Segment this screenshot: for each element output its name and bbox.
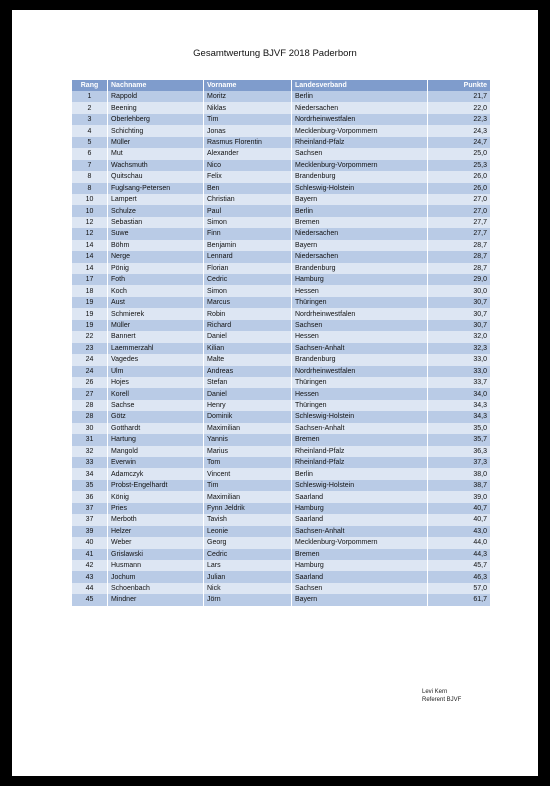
cell-punkte: 61,7 <box>428 594 490 605</box>
cell-vorname: Niklas <box>204 102 292 113</box>
cell-vorname: Dominik <box>204 411 292 422</box>
signature-block <box>422 688 461 704</box>
cell-nachname: Gotthardt <box>108 423 204 434</box>
cell-rang: 27 <box>72 388 108 399</box>
table-row <box>72 251 490 262</box>
cell-nachname: Müller <box>108 320 204 331</box>
cell-rang: 19 <box>72 297 108 308</box>
cell-landesverband: Schleswig-Holstein <box>292 480 428 491</box>
cell-punkte: 22,0 <box>428 102 490 113</box>
cell-vorname: Leonie <box>204 526 292 537</box>
cell-landesverband: Sachsen-Anhalt <box>292 423 428 434</box>
table-row <box>72 274 490 285</box>
cell-nachname: Fuglsang-Petersen <box>108 183 204 194</box>
cell-landesverband: Saarland <box>292 571 428 582</box>
cell-landesverband: Nordrheinwestfalen <box>292 308 428 319</box>
cell-punkte: 34,0 <box>428 388 490 399</box>
cell-rang: 31 <box>72 434 108 445</box>
table-row <box>72 411 490 422</box>
table-row <box>72 423 490 434</box>
cell-punkte: 33,7 <box>428 377 490 388</box>
table-row <box>72 457 490 468</box>
table-row <box>72 594 490 605</box>
cell-vorname: Alexander <box>204 148 292 159</box>
header-row <box>72 80 490 91</box>
cell-landesverband: Bremen <box>292 217 428 228</box>
table-row <box>72 491 490 502</box>
cell-vorname: Paul <box>204 205 292 216</box>
table-row <box>72 468 490 479</box>
cell-landesverband: Rheinland-Pfalz <box>292 457 428 468</box>
cell-nachname: Hartung <box>108 434 204 445</box>
cell-nachname: Everwin <box>108 457 204 468</box>
cell-nachname: Jochum <box>108 571 204 582</box>
cell-landesverband: Niedersachen <box>292 251 428 262</box>
table-row <box>72 320 490 331</box>
cell-punkte: 22,3 <box>428 114 490 125</box>
cell-vorname: Simon <box>204 285 292 296</box>
cell-vorname: Tim <box>204 114 292 125</box>
signature-role: Referent BJVF <box>422 697 462 703</box>
cell-punkte: 21,7 <box>428 91 490 102</box>
cell-punkte: 27,7 <box>428 228 490 239</box>
table-row <box>72 114 490 125</box>
cell-rang: 18 <box>72 285 108 296</box>
table-row <box>72 571 490 582</box>
cell-landesverband: Nordrheinwestfalen <box>292 114 428 125</box>
cell-landesverband: Brandenburg <box>292 263 428 274</box>
table-body <box>72 91 490 606</box>
document-title: Gesamtwertung BJVF 2018 Paderborn <box>193 48 357 59</box>
cell-nachname: Koch <box>108 285 204 296</box>
cell-nachname: Mindner <box>108 594 204 605</box>
cell-landesverband: Hessen <box>292 388 428 399</box>
cell-nachname: Müller <box>108 137 204 148</box>
cell-rang: 30 <box>72 423 108 434</box>
cell-vorname: Cedric <box>204 274 292 285</box>
table-row <box>72 560 490 571</box>
cell-rang: 37 <box>72 503 108 514</box>
cell-rang: 6 <box>72 148 108 159</box>
cell-nachname: Götz <box>108 411 204 422</box>
table-row <box>72 366 490 377</box>
cell-nachname: Ulm <box>108 366 204 377</box>
cell-landesverband: Saarland <box>292 491 428 502</box>
cell-landesverband: Niedersachen <box>292 228 428 239</box>
cell-vorname: Florian <box>204 263 292 274</box>
table-row <box>72 343 490 354</box>
cell-nachname: Foth <box>108 274 204 285</box>
cell-punkte: 38,0 <box>428 468 490 479</box>
cell-nachname: Nerge <box>108 251 204 262</box>
table-row <box>72 205 490 216</box>
table-row <box>72 285 490 296</box>
cell-nachname: Laemmerzahl <box>108 343 204 354</box>
cell-punkte: 34,3 <box>428 400 490 411</box>
cell-rang: 10 <box>72 194 108 205</box>
cell-nachname: Adamczyk <box>108 468 204 479</box>
cell-landesverband: Schleswig-Holstein <box>292 411 428 422</box>
cell-nachname: Hojes <box>108 377 204 388</box>
cell-vorname: Tom <box>204 457 292 468</box>
table-row <box>72 102 490 113</box>
cell-landesverband: Hamburg <box>292 274 428 285</box>
cell-vorname: Moritz <box>204 91 292 102</box>
cell-punkte: 27,0 <box>428 194 490 205</box>
cell-rang: 8 <box>72 183 108 194</box>
cell-landesverband: Bayern <box>292 194 428 205</box>
cell-rang: 10 <box>72 205 108 216</box>
cell-rang: 34 <box>72 468 108 479</box>
cell-nachname: Oberlehberg <box>108 114 204 125</box>
cell-punkte: 44,0 <box>428 537 490 548</box>
table-row <box>72 526 490 537</box>
cell-nachname: Pries <box>108 503 204 514</box>
cell-vorname: Nick <box>204 583 292 594</box>
cell-vorname: Ben <box>204 183 292 194</box>
cell-rang: 12 <box>72 217 108 228</box>
cell-vorname: Malte <box>204 354 292 365</box>
cell-landesverband: Bayern <box>292 594 428 605</box>
cell-nachname: Schichting <box>108 125 204 136</box>
document-page <box>12 10 538 776</box>
cell-landesverband: Sachsen <box>292 583 428 594</box>
cell-punkte: 35,7 <box>428 434 490 445</box>
cell-landesverband: Rheinland-Pfalz <box>292 446 428 457</box>
table-row <box>72 446 490 457</box>
cell-rang: 19 <box>72 320 108 331</box>
cell-rang: 37 <box>72 514 108 525</box>
cell-vorname: Kilian <box>204 343 292 354</box>
cell-punkte: 33,0 <box>428 366 490 377</box>
table-row <box>72 160 490 171</box>
cell-vorname: Tim <box>204 480 292 491</box>
cell-punkte: 27,7 <box>428 217 490 228</box>
table-row <box>72 331 490 342</box>
cell-vorname: Maximilian <box>204 423 292 434</box>
cell-landesverband: Bayern <box>292 240 428 251</box>
cell-landesverband: Berlin <box>292 205 428 216</box>
cell-vorname: Richard <box>204 320 292 331</box>
cell-landesverband: Bremen <box>292 434 428 445</box>
table-row <box>72 503 490 514</box>
cell-nachname: Merboth <box>108 514 204 525</box>
cell-rang: 8 <box>72 171 108 182</box>
cell-landesverband: Bremen <box>292 549 428 560</box>
cell-punkte: 24,3 <box>428 125 490 136</box>
cell-vorname: Lars <box>204 560 292 571</box>
cell-punkte: 29,0 <box>428 274 490 285</box>
cell-vorname: Nico <box>204 160 292 171</box>
column-header-vorname: Vorname <box>204 80 292 91</box>
cell-landesverband: Thüringen <box>292 377 428 388</box>
cell-punkte: 35,0 <box>428 423 490 434</box>
column-header-nachname: Nachname <box>108 80 204 91</box>
cell-vorname: Henry <box>204 400 292 411</box>
cell-nachname: Lampert <box>108 194 204 205</box>
cell-vorname: Yannis <box>204 434 292 445</box>
cell-vorname: Vincent <box>204 468 292 479</box>
cell-punkte: 28,7 <box>428 240 490 251</box>
cell-nachname: Mut <box>108 148 204 159</box>
cell-punkte: 39,0 <box>428 491 490 502</box>
cell-landesverband: Brandenburg <box>292 354 428 365</box>
cell-nachname: Suwe <box>108 228 204 239</box>
cell-rang: 24 <box>72 366 108 377</box>
column-header-punkte: Punkte <box>428 80 490 91</box>
cell-vorname: Jonas <box>204 125 292 136</box>
cell-punkte: 24,7 <box>428 137 490 148</box>
table-row <box>72 434 490 445</box>
cell-vorname: Felix <box>204 171 292 182</box>
cell-nachname: Weber <box>108 537 204 548</box>
cell-landesverband: Hessen <box>292 285 428 296</box>
table-row <box>72 549 490 560</box>
cell-rang: 17 <box>72 274 108 285</box>
cell-nachname: Rappold <box>108 91 204 102</box>
cell-landesverband: Hamburg <box>292 503 428 514</box>
cell-vorname: Georg <box>204 537 292 548</box>
table-row <box>72 388 490 399</box>
cell-nachname: Grislawski <box>108 549 204 560</box>
cell-landesverband: Sachsen-Anhalt <box>292 343 428 354</box>
cell-nachname: Sebastian <box>108 217 204 228</box>
cell-rang: 4 <box>72 125 108 136</box>
results-table <box>72 80 490 606</box>
cell-punkte: 46,3 <box>428 571 490 582</box>
table-row <box>72 228 490 239</box>
table-row <box>72 217 490 228</box>
cell-rang: 28 <box>72 411 108 422</box>
cell-nachname: Vagedes <box>108 354 204 365</box>
cell-landesverband: Saarland <box>292 514 428 525</box>
cell-vorname: Marius <box>204 446 292 457</box>
cell-vorname: Daniel <box>204 388 292 399</box>
table-row <box>72 125 490 136</box>
cell-rang: 40 <box>72 537 108 548</box>
cell-punkte: 30,7 <box>428 320 490 331</box>
cell-rang: 33 <box>72 457 108 468</box>
cell-punkte: 44,3 <box>428 549 490 560</box>
cell-rang: 28 <box>72 400 108 411</box>
cell-punkte: 57,0 <box>428 583 490 594</box>
cell-rang: 24 <box>72 354 108 365</box>
cell-rang: 43 <box>72 571 108 582</box>
cell-rang: 12 <box>72 228 108 239</box>
cell-rang: 19 <box>72 308 108 319</box>
cell-vorname: Julian <box>204 571 292 582</box>
cell-punkte: 32,0 <box>428 331 490 342</box>
cell-nachname: Schmierek <box>108 308 204 319</box>
table-row <box>72 377 490 388</box>
cell-rang: 35 <box>72 480 108 491</box>
cell-landesverband: Thüringen <box>292 400 428 411</box>
cell-vorname: Andreas <box>204 366 292 377</box>
cell-vorname: Jörn <box>204 594 292 605</box>
cell-rang: 39 <box>72 526 108 537</box>
cell-punkte: 30,7 <box>428 308 490 319</box>
cell-landesverband: Rheinland-Pfalz <box>292 137 428 148</box>
cell-vorname: Marcus <box>204 297 292 308</box>
cell-rang: 36 <box>72 491 108 502</box>
table-header <box>72 80 490 91</box>
cell-nachname: Korell <box>108 388 204 399</box>
table-row <box>72 400 490 411</box>
cell-punkte: 37,3 <box>428 457 490 468</box>
cell-landesverband: Sachsen-Anhalt <box>292 526 428 537</box>
cell-punkte: 30,0 <box>428 285 490 296</box>
cell-nachname: Probst-Engelhardt <box>108 480 204 491</box>
cell-nachname: Schoenbach <box>108 583 204 594</box>
cell-rang: 23 <box>72 343 108 354</box>
cell-punkte: 25,0 <box>428 148 490 159</box>
table-row <box>72 308 490 319</box>
cell-nachname: Böhm <box>108 240 204 251</box>
cell-vorname: Robin <box>204 308 292 319</box>
cell-landesverband: Thüringen <box>292 297 428 308</box>
cell-landesverband: Berlin <box>292 468 428 479</box>
cell-punkte: 27,0 <box>428 205 490 216</box>
table-row <box>72 171 490 182</box>
cell-rang: 32 <box>72 446 108 457</box>
cell-landesverband: Brandenburg <box>292 171 428 182</box>
cell-vorname: Benjamin <box>204 240 292 251</box>
cell-nachname: Beening <box>108 102 204 113</box>
column-header-landesverband: Landesverband <box>292 80 428 91</box>
table-row <box>72 91 490 102</box>
cell-punkte: 28,7 <box>428 263 490 274</box>
cell-vorname: Tavish <box>204 514 292 525</box>
table-row <box>72 240 490 251</box>
cell-rang: 5 <box>72 137 108 148</box>
table-row <box>72 514 490 525</box>
cell-landesverband: Niedersachen <box>292 102 428 113</box>
cell-nachname: Pönig <box>108 263 204 274</box>
cell-nachname: Bannert <box>108 331 204 342</box>
cell-rang: 22 <box>72 331 108 342</box>
cell-landesverband: Schleswig-Holstein <box>292 183 428 194</box>
table-row <box>72 480 490 491</box>
table-row <box>72 537 490 548</box>
cell-rang: 7 <box>72 160 108 171</box>
cell-punkte: 38,7 <box>428 480 490 491</box>
cell-rang: 14 <box>72 240 108 251</box>
table-row <box>72 297 490 308</box>
cell-punkte: 30,7 <box>428 297 490 308</box>
cell-punkte: 26,0 <box>428 183 490 194</box>
cell-landesverband: Mecklenburg-Vorpommern <box>292 537 428 548</box>
cell-rang: 2 <box>72 102 108 113</box>
cell-rang: 26 <box>72 377 108 388</box>
cell-landesverband: Berlin <box>292 91 428 102</box>
cell-nachname: Schulze <box>108 205 204 216</box>
cell-rang: 14 <box>72 251 108 262</box>
cell-rang: 14 <box>72 263 108 274</box>
cell-rang: 42 <box>72 560 108 571</box>
cell-punkte: 45,7 <box>428 560 490 571</box>
table-row <box>72 148 490 159</box>
table-row <box>72 263 490 274</box>
cell-nachname: Mangold <box>108 446 204 457</box>
cell-vorname: Simon <box>204 217 292 228</box>
cell-vorname: Rasmus Florentin <box>204 137 292 148</box>
cell-punkte: 28,7 <box>428 251 490 262</box>
cell-rang: 45 <box>72 594 108 605</box>
table-row <box>72 137 490 148</box>
cell-vorname: Lennard <box>204 251 292 262</box>
cell-nachname: Wachsmuth <box>108 160 204 171</box>
cell-nachname: Helzer <box>108 526 204 537</box>
cell-vorname: Finn <box>204 228 292 239</box>
signature-name: Levi Kern <box>422 689 448 695</box>
cell-rang: 44 <box>72 583 108 594</box>
cell-landesverband: Hessen <box>292 331 428 342</box>
cell-landesverband: Mecklenburg-Vorpommern <box>292 125 428 136</box>
column-header-rang: Rang <box>72 80 108 91</box>
cell-nachname: Quitschau <box>108 171 204 182</box>
cell-punkte: 26,0 <box>428 171 490 182</box>
cell-nachname: König <box>108 491 204 502</box>
cell-landesverband: Nordrheinwestfalen <box>292 366 428 377</box>
cell-vorname: Cedric <box>204 549 292 560</box>
cell-nachname: Husmann <box>108 560 204 571</box>
cell-punkte: 34,3 <box>428 411 490 422</box>
cell-punkte: 40,7 <box>428 503 490 514</box>
cell-rang: 3 <box>72 114 108 125</box>
cell-vorname: Daniel <box>204 331 292 342</box>
cell-landesverband: Hamburg <box>292 560 428 571</box>
cell-punkte: 40,7 <box>428 514 490 525</box>
cell-punkte: 43,0 <box>428 526 490 537</box>
cell-vorname: Maximilian <box>204 491 292 502</box>
cell-vorname: Christian <box>204 194 292 205</box>
cell-landesverband: Mecklenburg-Vorpommern <box>292 160 428 171</box>
cell-nachname: Sachse <box>108 400 204 411</box>
cell-rang: 41 <box>72 549 108 560</box>
cell-punkte: 25,3 <box>428 160 490 171</box>
cell-vorname: Stefan <box>204 377 292 388</box>
table-row <box>72 194 490 205</box>
table-row <box>72 583 490 594</box>
cell-vorname: Fynn Jeldrik <box>204 503 292 514</box>
cell-punkte: 32,3 <box>428 343 490 354</box>
cell-nachname: Aust <box>108 297 204 308</box>
cell-landesverband: Sachsen <box>292 320 428 331</box>
table-row <box>72 354 490 365</box>
table-row <box>72 183 490 194</box>
cell-landesverband: Sachsen <box>292 148 428 159</box>
cell-punkte: 33,0 <box>428 354 490 365</box>
cell-punkte: 36,3 <box>428 446 490 457</box>
cell-rang: 1 <box>72 91 108 102</box>
